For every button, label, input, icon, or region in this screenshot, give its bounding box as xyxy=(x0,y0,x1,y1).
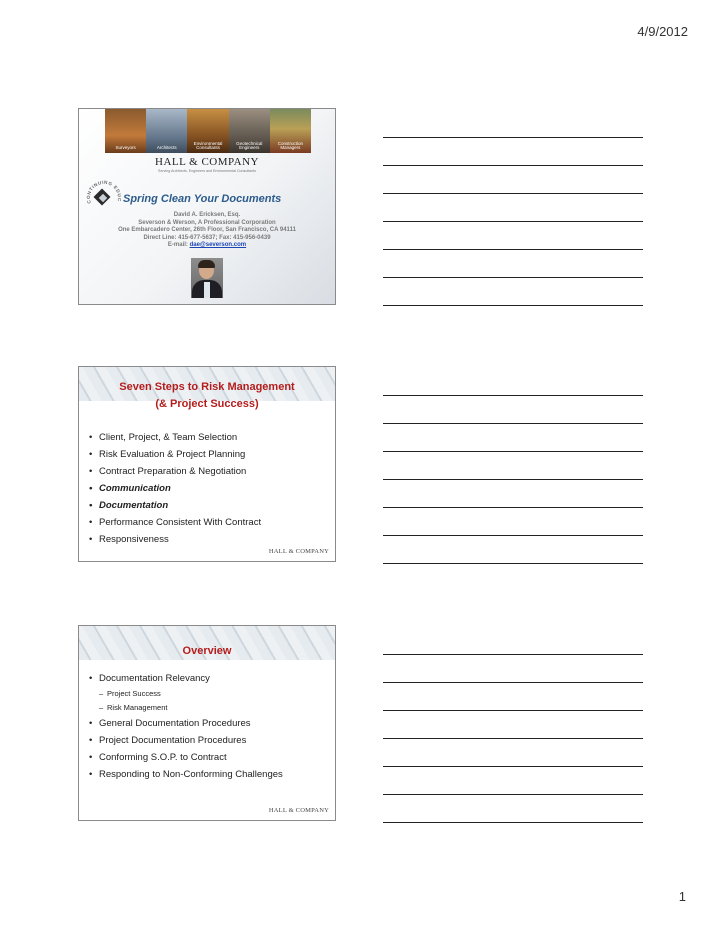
banner-panel-environmental xyxy=(187,109,228,153)
banner-label: Architects xyxy=(156,145,177,151)
email-label: E-mail: xyxy=(167,242,190,248)
slide-title-text: Overview xyxy=(182,645,232,657)
slide-seven-steps xyxy=(78,366,336,562)
note-line xyxy=(383,305,643,306)
note-line xyxy=(383,535,643,536)
slide-title-line: (& Project Success) xyxy=(155,398,259,410)
bullet-list xyxy=(89,429,329,548)
header-banner xyxy=(105,109,311,153)
bullet-list xyxy=(89,670,329,783)
presenter-photo xyxy=(191,258,223,298)
list-item: • Performance Consistent With Contract xyxy=(89,514,329,531)
banner-label: Geotechnical Engineers xyxy=(236,140,263,151)
print-date: 4/9/2012 xyxy=(637,24,688,39)
banner-label: Surveyors xyxy=(115,145,136,151)
note-line xyxy=(383,479,643,480)
company-name: HALL & COMPANY xyxy=(155,156,259,168)
note-line xyxy=(383,193,643,194)
banner-panel-geotechnical xyxy=(229,109,270,153)
banner-label: Environmental Consultants xyxy=(193,140,223,151)
note-line xyxy=(383,249,643,250)
footer-logo: HALL & COMPANY xyxy=(268,548,329,555)
presenter-name: David A. Ericksen, Esq. xyxy=(173,212,241,218)
continuing-education-seal-icon xyxy=(84,177,124,217)
footer-logo: HALL & COMPANY xyxy=(268,807,329,814)
slide-title xyxy=(78,108,336,305)
note-line xyxy=(383,221,643,222)
note-line xyxy=(383,822,643,823)
email-line xyxy=(79,242,335,250)
list-item: • Contract Preparation & Negotiation xyxy=(89,463,329,480)
note-line xyxy=(383,654,643,655)
note-line xyxy=(383,682,643,683)
note-line xyxy=(383,277,643,278)
banner-panel-architects xyxy=(146,109,187,153)
slide-title-line: Seven Steps to Risk Management xyxy=(119,381,295,393)
list-item: • Project Documentation Procedures xyxy=(89,732,329,749)
note-line xyxy=(383,395,643,396)
page-number: 1 xyxy=(678,889,686,904)
list-item: • Responding to Non-Conforming Challenges xyxy=(89,766,329,783)
note-line xyxy=(383,766,643,767)
svg-text:CONTINUING EDUCATION: CONTINUING EDUC xyxy=(85,179,123,205)
phone-fax: Direct Line: 415-677-5637; Fax: 415-956-0439 xyxy=(143,234,271,241)
banner-label: Construction Managers xyxy=(277,140,304,151)
list-subitem: – Risk Management xyxy=(89,701,329,715)
slide-overview xyxy=(78,625,336,821)
slide-title-text xyxy=(79,379,335,413)
note-line xyxy=(383,710,643,711)
list-item: • Client, Project, & Team Selection xyxy=(89,429,329,446)
note-line xyxy=(383,423,643,424)
list-item: • Documentation Relevancy xyxy=(89,670,329,687)
note-line xyxy=(383,451,643,452)
list-item: • General Documentation Procedures xyxy=(89,715,329,732)
company-logo xyxy=(79,156,335,173)
note-line xyxy=(383,563,643,564)
note-line xyxy=(383,794,643,795)
firm-name: Severson & Werson, A Professional Corporation xyxy=(138,219,276,226)
slide-title-text: Spring Clean Your Documents xyxy=(123,193,282,205)
presenter-info xyxy=(79,212,335,250)
note-line xyxy=(383,507,643,508)
note-line xyxy=(383,165,643,166)
note-line xyxy=(383,137,643,138)
list-item: • Documentation xyxy=(89,497,329,514)
list-subitem: – Project Success xyxy=(89,687,329,701)
company-tagline: Serving Architects, Engineers and Environmental Consultants xyxy=(158,169,256,173)
note-line xyxy=(383,738,643,739)
firm-address: One Embarcadero Center, 26th Floor, San Francisco, CA 94111 xyxy=(118,227,296,233)
list-item: • Conforming S.O.P. to Contract xyxy=(89,749,329,766)
list-item: • Risk Evaluation & Project Planning xyxy=(89,446,329,463)
banner-panel-construction xyxy=(270,109,311,153)
list-item: • Responsiveness xyxy=(89,531,329,548)
banner-panel-surveyors xyxy=(105,109,146,153)
email-link[interactable]: dae@severson.com xyxy=(189,242,247,248)
list-item: • Communication xyxy=(89,480,329,497)
